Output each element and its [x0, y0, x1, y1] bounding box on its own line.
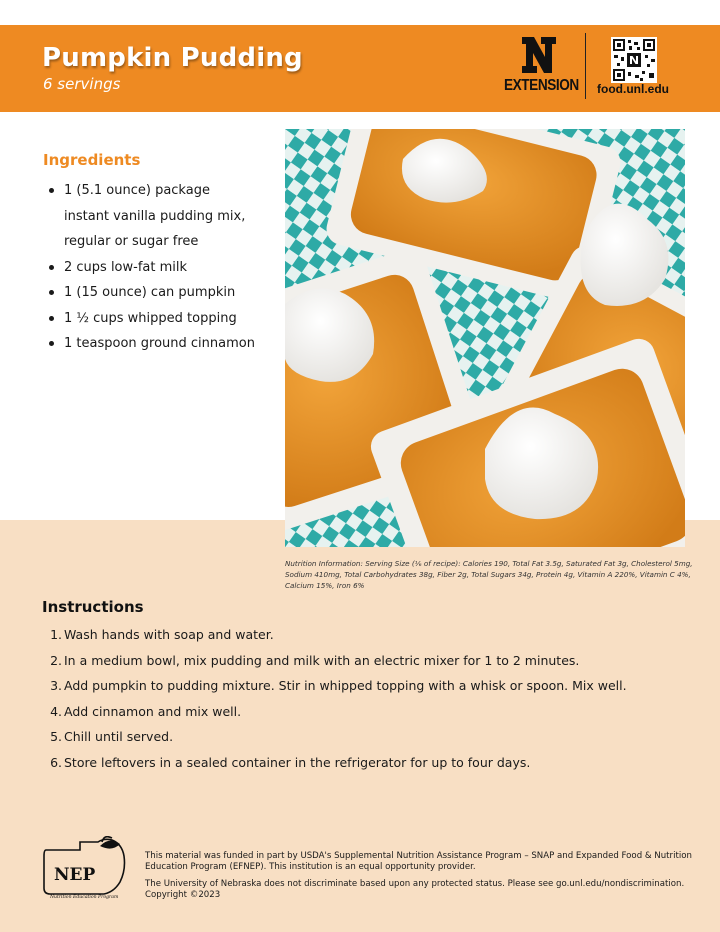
ingredient-item: 2 cups low-fat milk — [48, 255, 258, 281]
header-divider — [585, 33, 586, 99]
website-link[interactable]: food.unl.edu — [597, 82, 669, 96]
instruction-step — [42, 673, 682, 699]
recipe-title: Pumpkin Pudding — [42, 43, 303, 73]
instructions-list — [42, 622, 682, 775]
ingredient-item: 1 ½ cups whipped topping — [48, 306, 258, 332]
step-text: Store leftovers in a sealed container in the refrigerator for up to four days. — [64, 754, 531, 770]
ingredient-item: 1 teaspoon ground cinnamon — [48, 331, 258, 357]
step-number: 2. — [50, 652, 62, 668]
top-margin — [0, 0, 720, 25]
nep-label: NEP — [54, 865, 96, 885]
step-number: 1. — [50, 627, 62, 642]
step-number: 3. — [50, 678, 62, 693]
nondiscrimination-statement: The University of Nebraska does not discriminate based upon any protected status. Please see go.unl.edu/nondiscrimination. Copyright ©2023 — [145, 879, 685, 900]
instruction-step — [42, 750, 682, 776]
step-text: Add pumpkin to pudding mixture. Stir in whipped topping with a whisk or spoon. Mix well. — [64, 678, 627, 693]
instruction-step — [42, 648, 682, 674]
instruction-step — [42, 724, 682, 750]
step-number: 4. — [50, 703, 62, 719]
extension-label: EXTENSION — [504, 77, 579, 94]
nutrition-information: Nutrition Information: Serving Size (⅙ of recipe): Calories 190, Total Fat 3.5g, Saturated Fat 3g, Cholesterol 5mg, Sodium 410mg, Total Carbohydrates 38g, Fiber 2g, Total Sugars 34g, Protein 4g, Vitamin A 220%, Vitamin C 4%, Calcium 15%, Iron 6% — [285, 559, 693, 590]
nep-apple-logo-icon — [40, 836, 130, 902]
ingredient-item: 1 (15 ounce) can pumpkin — [48, 280, 258, 306]
instructions-heading: Instructions — [42, 598, 144, 616]
step-text: Wash hands with soap and water. — [64, 627, 274, 642]
step-text: Add cinnamon and mix well. — [64, 703, 242, 719]
step-number: 6. — [50, 754, 62, 770]
servings-label: 6 servings — [43, 75, 121, 93]
header-bar — [0, 25, 720, 112]
qr-code-icon[interactable] — [611, 37, 657, 83]
instruction-step — [42, 622, 682, 648]
step-text: In a medium bowl, mix pudding and milk with an electric mixer for 1 to 2 minutes. — [64, 652, 580, 668]
step-text: Chill until served. — [64, 729, 174, 744]
step-number: 5. — [50, 729, 62, 744]
instruction-step — [42, 699, 682, 725]
ingredients-list — [48, 178, 258, 357]
funding-statement: This material was funded in part by USDA's Supplemental Nutrition Assistance Program – SNAP and Expanded Food & Nutrition Education Program (EFNEP). This institution is an equal opportunity provider. — [145, 851, 692, 872]
nep-subtitle: Nutrition Education Program — [50, 895, 119, 900]
ingredients-heading: Ingredients — [43, 151, 141, 169]
pumpkin-pudding-photo — [285, 129, 685, 547]
ingredient-item: 1 (5.1 ounce) package instant vanilla pudding mix, regular or sugar free — [48, 178, 258, 255]
nebraska-n-logo-icon — [520, 35, 558, 75]
